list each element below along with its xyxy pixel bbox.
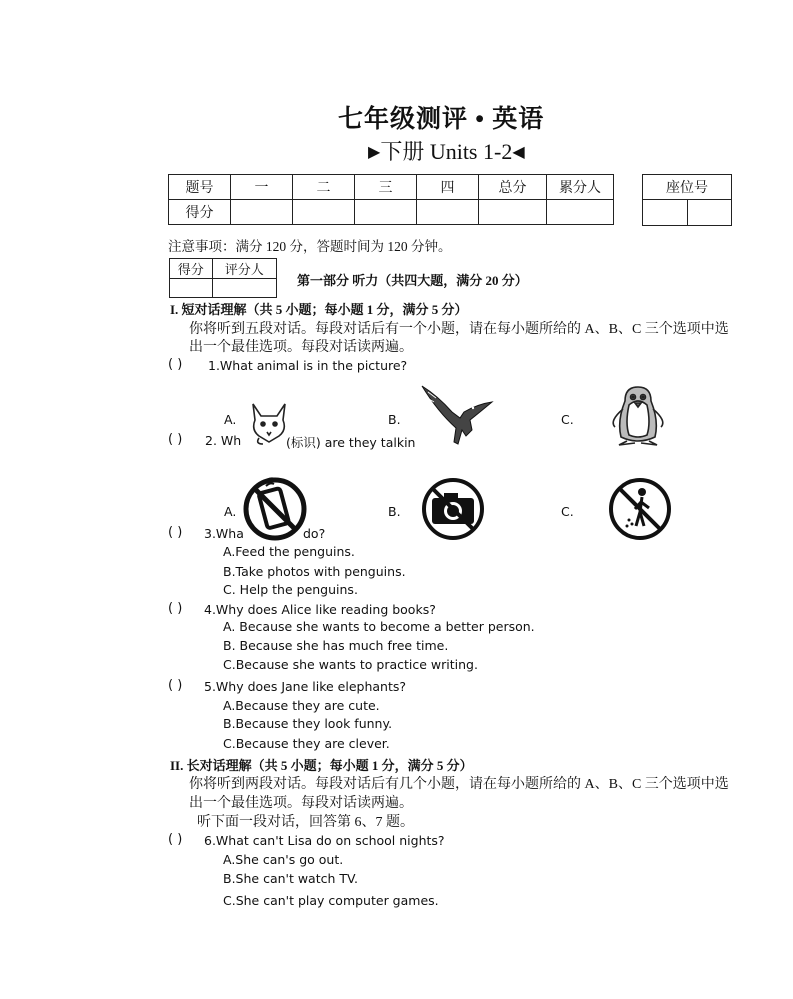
- seat-table: [642, 174, 732, 226]
- option-text: A. Because she wants to become a better person.: [223, 619, 535, 634]
- score-header-cell: 一: [231, 175, 293, 200]
- seat-label: 座位号: [643, 175, 732, 200]
- seat-input-cell[interactable]: [643, 200, 688, 226]
- option-label: B.: [388, 412, 401, 427]
- score-header-cell: 总分: [479, 175, 547, 200]
- page-subtitle: [368, 135, 525, 166]
- answer-blank[interactable]: ( ): [168, 357, 183, 372]
- question-text: do?: [303, 526, 326, 541]
- option-text: A.Feed the penguins.: [223, 544, 355, 559]
- question-text: 1.What animal is in the picture?: [208, 358, 408, 373]
- score-header-cell: 累分人: [547, 175, 614, 200]
- section1-instruction: 出一个最佳选项。每段对话读两遍。: [189, 340, 413, 355]
- score-input-cell[interactable]: [479, 200, 547, 225]
- section2-instruction: 出一个最佳选项。每段对话读两遍。: [189, 796, 413, 811]
- mini-score-label: 得分: [170, 259, 213, 279]
- right-triangle-icon: ▶: [368, 144, 381, 161]
- mini-score-input[interactable]: [170, 279, 213, 298]
- option-label: A.: [224, 504, 237, 519]
- no-camera-icon[interactable]: [420, 476, 486, 542]
- score-header-cell: 三: [355, 175, 417, 200]
- option-text: C. Help the penguins.: [223, 582, 358, 597]
- section2-heading: II. 长对话理解（共 5 小题；每小题 1 分，满分 5 分）: [170, 758, 473, 773]
- score-input-cell[interactable]: [417, 200, 479, 225]
- score-input-cell[interactable]: [355, 200, 417, 225]
- part1-heading: 第一部分 听力（共四大题，满分 20 分）: [297, 273, 528, 288]
- score-header-cell: 二: [293, 175, 355, 200]
- option-text: B. Because she has much free time.: [223, 638, 449, 653]
- option-text: B.Because they look funny.: [223, 716, 393, 731]
- question-text: (标识) are they talkin: [286, 435, 416, 450]
- score-header-cell: 题号: [169, 175, 231, 200]
- option-text: A.She can's go out.: [223, 852, 344, 867]
- answer-blank[interactable]: ( ): [168, 432, 183, 447]
- option-text: C.Because she wants to practice writing.: [223, 657, 478, 672]
- question-text: 3.Wha: [204, 526, 244, 541]
- option-text: A.Because they are cute.: [223, 698, 380, 713]
- penguin-icon[interactable]: [605, 385, 671, 447]
- mini-grader-label: 评分人: [212, 259, 276, 279]
- score-input-cell[interactable]: [547, 200, 614, 225]
- section2-instruction: 你将听到两段对话。每段对话后有几个小题，请在每小题所给的 A、B、C 三个选项中选: [189, 777, 729, 792]
- answer-blank[interactable]: ( ): [168, 678, 183, 693]
- question-text: 4.Why does Alice like reading books?: [204, 602, 436, 617]
- section1-instruction: 你将听到五段对话。每段对话后有一个小题，请在每小题所给的 A、B、C 三个选项中选: [189, 322, 729, 337]
- option-label: C.: [561, 504, 574, 519]
- answer-blank[interactable]: ( ): [168, 525, 183, 540]
- score-input-cell[interactable]: [231, 200, 293, 225]
- section1-heading: I. 短对话理解（共 5 小题；每小题 1 分，满分 5 分）: [170, 302, 468, 317]
- answer-blank[interactable]: ( ): [168, 601, 183, 616]
- score-header-cell: 四: [417, 175, 479, 200]
- option-text: B.She can't watch TV.: [223, 871, 358, 886]
- no-littering-icon[interactable]: [607, 476, 673, 542]
- eagle-icon[interactable]: [418, 382, 496, 448]
- page-title: 七年级测评 • 英语: [338, 106, 545, 133]
- question-text: 2. Wh: [205, 433, 242, 448]
- option-label: A.: [224, 412, 237, 427]
- option-text: B.Take photos with penguins.: [223, 564, 406, 579]
- question-text: 6.What can't Lisa do on school nights?: [204, 833, 445, 848]
- option-text: C.She can't play computer games.: [223, 893, 439, 908]
- answer-blank[interactable]: ( ): [168, 832, 183, 847]
- score-row-label: 得分: [169, 200, 231, 225]
- section2-instruction: 听下面一段对话，回答第 6、7 题。: [197, 815, 414, 830]
- subtitle-text: 下册 Units 1-2: [380, 139, 513, 164]
- notice-text: 注意事项：满分 120 分，答题时间为 120 分钟。: [168, 239, 452, 254]
- mini-score-table: [169, 258, 277, 298]
- question-text: 5.Why does Jane like elephants?: [204, 679, 407, 694]
- option-label: C.: [561, 412, 574, 427]
- option-text: C.Because they are clever.: [223, 736, 390, 751]
- left-triangle-icon: ◀: [512, 144, 525, 161]
- score-table: [168, 174, 614, 225]
- score-input-cell[interactable]: [293, 200, 355, 225]
- option-label: B.: [388, 504, 401, 519]
- no-phone-icon[interactable]: [242, 476, 308, 542]
- mini-grader-input[interactable]: [212, 279, 276, 298]
- seat-input-cell[interactable]: [687, 200, 732, 226]
